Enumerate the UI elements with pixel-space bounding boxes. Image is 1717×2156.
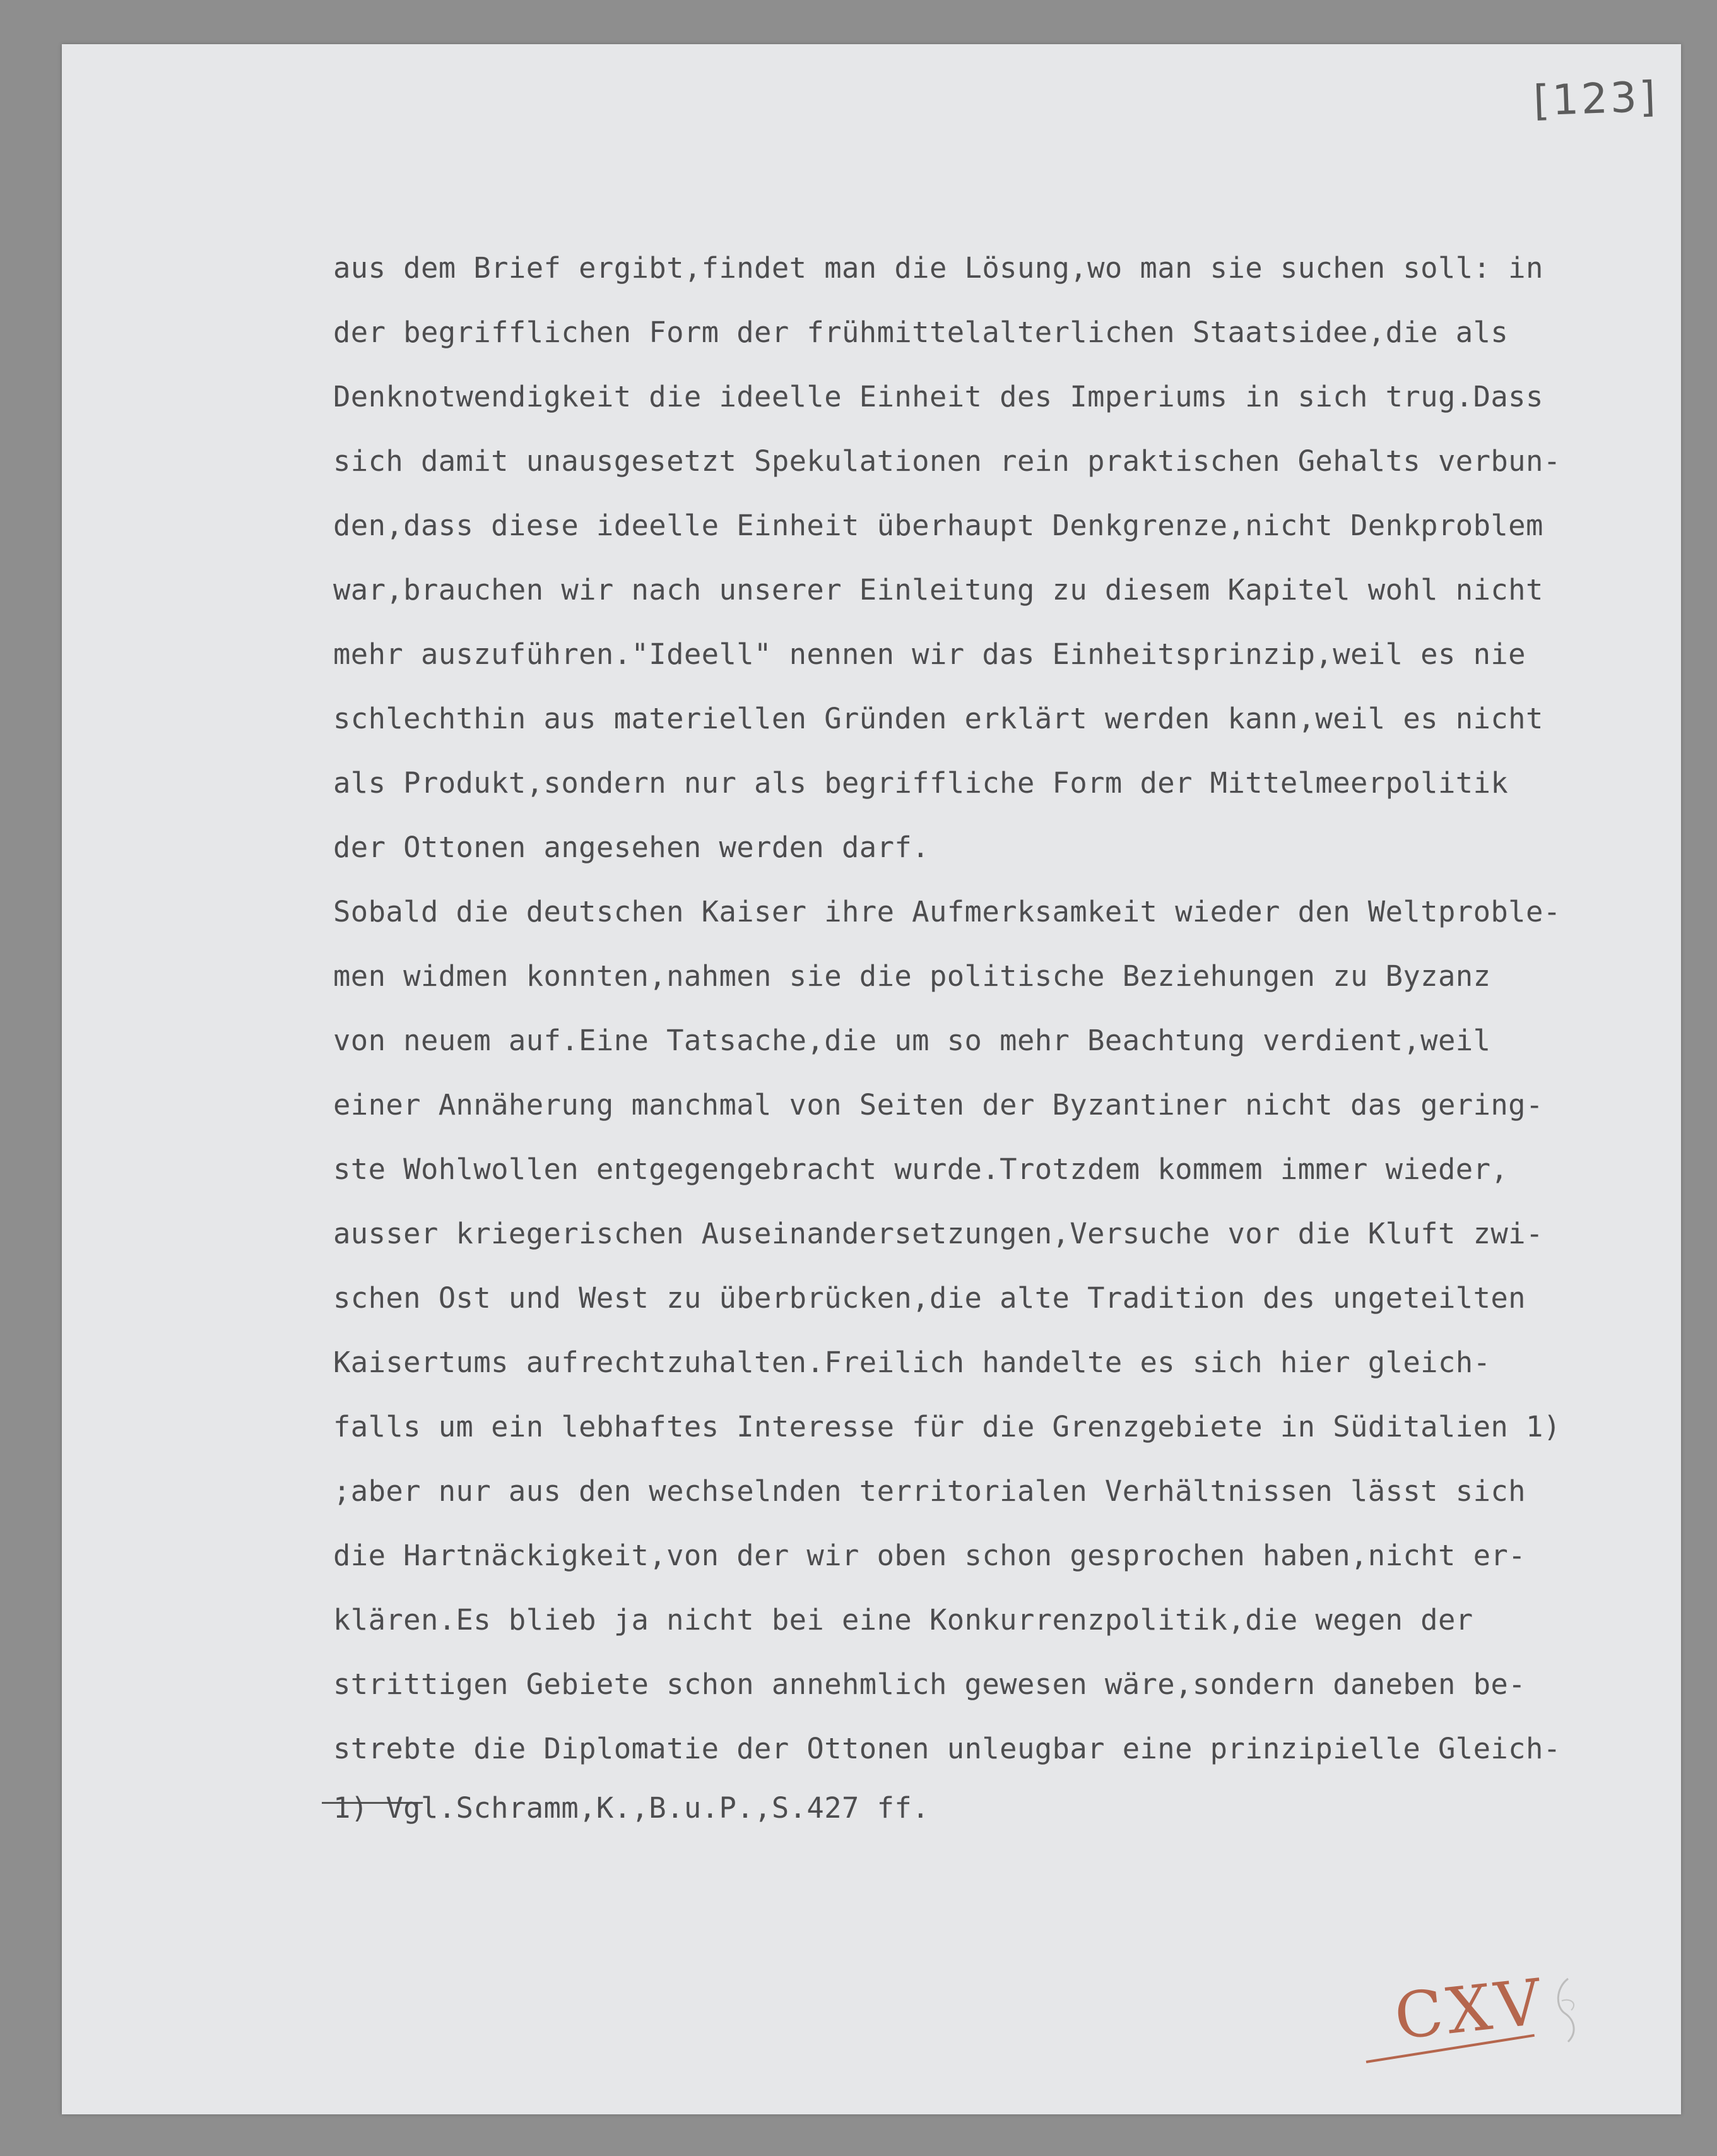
body-line-3: Denknotwendigkeit die ideelle Einheit des Imperiums in sich trug.Dass <box>333 380 1543 413</box>
body-line-15: ste Wohlwollen entgegengebracht wurde.Trotzdem kommem immer wieder, <box>333 1152 1509 1186</box>
body-line-17: schen Ost und West zu überbrücken,die alte Tradition des ungeteilten <box>333 1281 1526 1315</box>
body-line-9: als Produkt,sondern nur als begriffliche Form der Mittelmeerpolitik <box>333 766 1509 800</box>
body-line-14: einer Annäherung manchmal von Seiten der Byzantiner nicht das gering- <box>333 1088 1543 1122</box>
body-line-16: ausser kriegerischen Auseinandersetzungen,Versuche vor die Kluft zwi- <box>333 1217 1543 1250</box>
body-line-19: falls um ein lebhaftes Interesse für die Grenzgebiete in Süditalien 1) <box>333 1410 1561 1443</box>
body-line-8: schlechthin aus materiellen Gründen erklärt werden kann,weil es nicht <box>333 702 1543 735</box>
body-line-12: men widmen konnten,nahmen sie die politische Beziehungen zu Byzanz <box>333 959 1491 993</box>
body-line-18: Kaisertums aufrechtzuhalten.Freilich handelte es sich hier gleich- <box>333 1346 1491 1379</box>
body-line-13: von neuem auf.Eine Tatsache,die um so mehr Beachtung verdient,weil <box>333 1024 1491 1057</box>
body-line-4: sich damit unausgesetzt Spekulationen rein praktischen Gehalts verbun- <box>333 444 1561 478</box>
body-line-5-text: den,dass diese ideelle Einheit überhaupt Denkgrenze,nicht Denkproblem <box>333 509 1543 542</box>
body-line-22: klären.Es blieb ja nicht bei eine Konkurrenzpolitik,die wegen der <box>333 1603 1473 1637</box>
body-line-5 <box>333 509 1543 542</box>
body-line-24: strebte die Diplomatie der Ottonen unleugbar eine prinzipielle Gleich- <box>333 1732 1561 1765</box>
archive-mark: CXV <box>1391 1964 1549 2054</box>
pencil-scribble-icon <box>1549 1975 1587 2045</box>
body-line-21: die Hartnäckigkeit,von der wir oben schon gesprochen haben,nicht er- <box>333 1539 1526 1572</box>
body-line-7: mehr auszuführen."Ideell" nennen wir das Einheitsprinzip,weil es nie <box>333 637 1526 671</box>
body-line-1: aus dem Brief ergibt,findet man die Lösung,wo man sie suchen soll: in <box>333 251 1543 285</box>
body-line-23: strittigen Gebiete schon annehmlich gewesen wäre,sondern daneben be- <box>333 1667 1526 1701</box>
footnote: 1) Vgl.Schramm,K.,B.u.P.,S.427 ff. <box>333 1791 929 1825</box>
page-number: [123] <box>1532 72 1659 126</box>
body-line-2: der begrifflichen Form der frühmittelalterlichen Staatsidee,die als <box>333 316 1509 349</box>
body-line-11: Sobald die deutschen Kaiser ihre Aufmerksamkeit wieder den Weltproble- <box>333 895 1561 928</box>
body-line-20: ;aber nur aus den wechselnden territorialen Verhältnissen lässt sich <box>333 1474 1526 1508</box>
body-line-6: war,brauchen wir nach unserer Einleitung zu diesem Kapitel wohl nicht <box>333 573 1543 607</box>
body-line-10: der Ottonen angesehen werden darf. <box>333 831 929 864</box>
